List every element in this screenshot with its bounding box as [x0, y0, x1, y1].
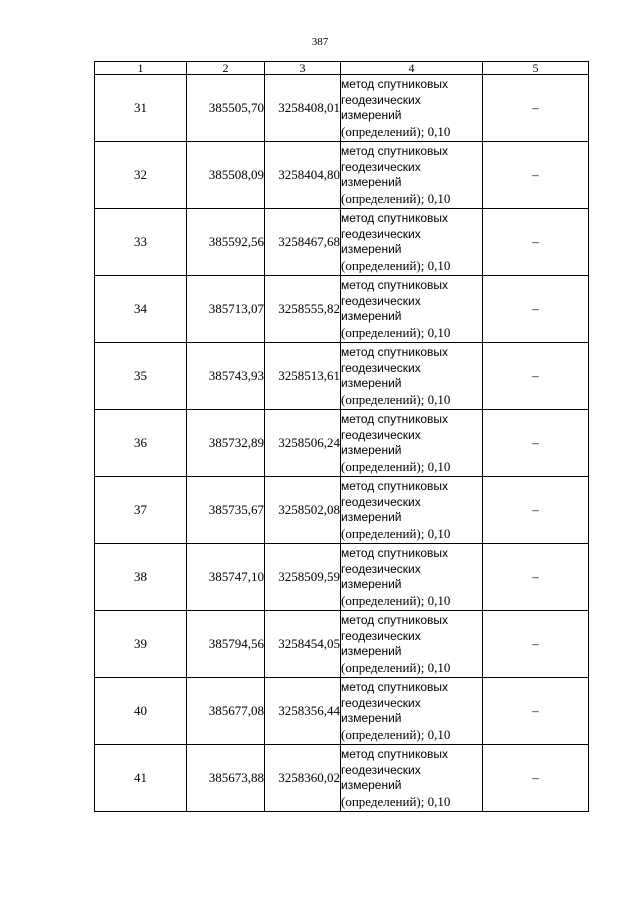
method-description: [341, 611, 483, 678]
method-line: измерений: [341, 644, 402, 658]
point-number: 32: [95, 142, 187, 209]
method-line: (определений); 0,10: [341, 659, 451, 675]
method-line: измерений: [341, 510, 402, 524]
coordinate-x: 385677,08: [187, 678, 265, 745]
coordinate-y: 3258555,82: [265, 276, 341, 343]
table-row: [95, 410, 589, 477]
column-header: 4: [341, 62, 483, 75]
coordinate-y: 3258454,05: [265, 611, 341, 678]
coordinates-table: [94, 61, 589, 812]
method-line: метод спутниковых: [341, 144, 449, 158]
point-number: 41: [95, 745, 187, 812]
point-number: 31: [95, 75, 187, 142]
method-line: измерений: [341, 711, 402, 725]
table-row: [95, 611, 589, 678]
column-header: 5: [483, 62, 589, 75]
coordinate-y: 3258356,44: [265, 678, 341, 745]
method-line: измерений: [341, 778, 402, 792]
table-row: [95, 142, 589, 209]
method-line: геодезических: [341, 561, 421, 576]
method-line: метод спутниковых: [341, 412, 449, 426]
note-cell: –: [483, 142, 589, 209]
method-line: геодезических: [341, 628, 421, 643]
note-cell: –: [483, 544, 589, 611]
column-header: 1: [95, 62, 187, 75]
note-cell: –: [483, 745, 589, 812]
table-row: [95, 343, 589, 410]
coordinate-x: 385673,88: [187, 745, 265, 812]
method-line: (определений); 0,10: [341, 190, 451, 206]
coordinate-y: 3258506,24: [265, 410, 341, 477]
method-line: метод спутниковых: [341, 747, 449, 761]
method-description: [341, 410, 483, 477]
note-cell: –: [483, 477, 589, 544]
coordinate-x: 385713,07: [187, 276, 265, 343]
coordinate-x: 385735,67: [187, 477, 265, 544]
method-line: геодезических: [341, 92, 421, 107]
method-line: метод спутниковых: [341, 345, 449, 359]
method-description: [341, 745, 483, 812]
point-number: 33: [95, 209, 187, 276]
column-header: 2: [187, 62, 265, 75]
method-line: измерений: [341, 443, 402, 457]
method-line: метод спутниковых: [341, 479, 449, 493]
method-line: геодезических: [341, 762, 421, 777]
method-description: [341, 544, 483, 611]
note-cell: –: [483, 209, 589, 276]
note-cell: –: [483, 678, 589, 745]
method-line: метод спутниковых: [341, 211, 449, 225]
coordinate-y: 3258408,01: [265, 75, 341, 142]
method-line: (определений); 0,10: [341, 324, 451, 340]
note-cell: –: [483, 276, 589, 343]
coordinate-x: 385747,10: [187, 544, 265, 611]
coordinate-x: 385732,89: [187, 410, 265, 477]
table-row: [95, 209, 589, 276]
method-line: метод спутниковых: [341, 546, 449, 560]
method-line: измерений: [341, 108, 402, 122]
method-description: [341, 276, 483, 343]
method-line: (определений); 0,10: [341, 793, 451, 809]
method-description: [341, 209, 483, 276]
note-cell: –: [483, 75, 589, 142]
table-row: [95, 745, 589, 812]
coordinate-y: 3258404,80: [265, 142, 341, 209]
method-line: геодезических: [341, 226, 421, 241]
method-line: измерений: [341, 376, 402, 390]
method-line: (определений); 0,10: [341, 525, 451, 541]
note-cell: –: [483, 343, 589, 410]
table-row: [95, 544, 589, 611]
table-row: [95, 75, 589, 142]
method-description: [341, 75, 483, 142]
point-number: 35: [95, 343, 187, 410]
table-header-row: [95, 62, 589, 75]
coordinate-y: 3258509,59: [265, 544, 341, 611]
method-description: [341, 142, 483, 209]
method-description: [341, 678, 483, 745]
method-line: (определений); 0,10: [341, 592, 451, 608]
coordinate-x: 385592,56: [187, 209, 265, 276]
note-cell: –: [483, 410, 589, 477]
method-line: метод спутниковых: [341, 613, 449, 627]
method-line: измерений: [341, 175, 402, 189]
coordinate-y: 3258513,61: [265, 343, 341, 410]
method-line: геодезических: [341, 360, 421, 375]
coordinate-x: 385508,09: [187, 142, 265, 209]
method-line: геодезических: [341, 427, 421, 442]
coordinate-y: 3258502,08: [265, 477, 341, 544]
method-line: (определений); 0,10: [341, 726, 451, 742]
column-header: 3: [265, 62, 341, 75]
method-description: [341, 477, 483, 544]
method-line: (определений); 0,10: [341, 257, 451, 273]
coordinate-y: 3258360,02: [265, 745, 341, 812]
table-row: [95, 276, 589, 343]
point-number: 40: [95, 678, 187, 745]
point-number: 37: [95, 477, 187, 544]
point-number: 34: [95, 276, 187, 343]
method-line: геодезических: [341, 159, 421, 174]
coordinate-x: 385505,70: [187, 75, 265, 142]
method-line: (определений); 0,10: [341, 123, 451, 139]
table-row: [95, 678, 589, 745]
coordinate-x: 385743,93: [187, 343, 265, 410]
method-line: (определений); 0,10: [341, 391, 451, 407]
note-cell: –: [483, 611, 589, 678]
coordinate-y: 3258467,68: [265, 209, 341, 276]
method-line: геодезических: [341, 293, 421, 308]
method-line: геодезических: [341, 494, 421, 509]
table-row: [95, 477, 589, 544]
method-line: (определений); 0,10: [341, 458, 451, 474]
method-line: метод спутниковых: [341, 77, 449, 91]
method-line: метод спутниковых: [341, 278, 449, 292]
method-line: измерений: [341, 309, 402, 323]
method-description: [341, 343, 483, 410]
point-number: 36: [95, 410, 187, 477]
method-line: измерений: [341, 242, 402, 256]
method-line: геодезических: [341, 695, 421, 710]
method-line: измерений: [341, 577, 402, 591]
point-number: 39: [95, 611, 187, 678]
point-number: 38: [95, 544, 187, 611]
coordinate-x: 385794,56: [187, 611, 265, 678]
page-number: 387: [311, 36, 329, 48]
method-line: метод спутниковых: [341, 680, 449, 694]
